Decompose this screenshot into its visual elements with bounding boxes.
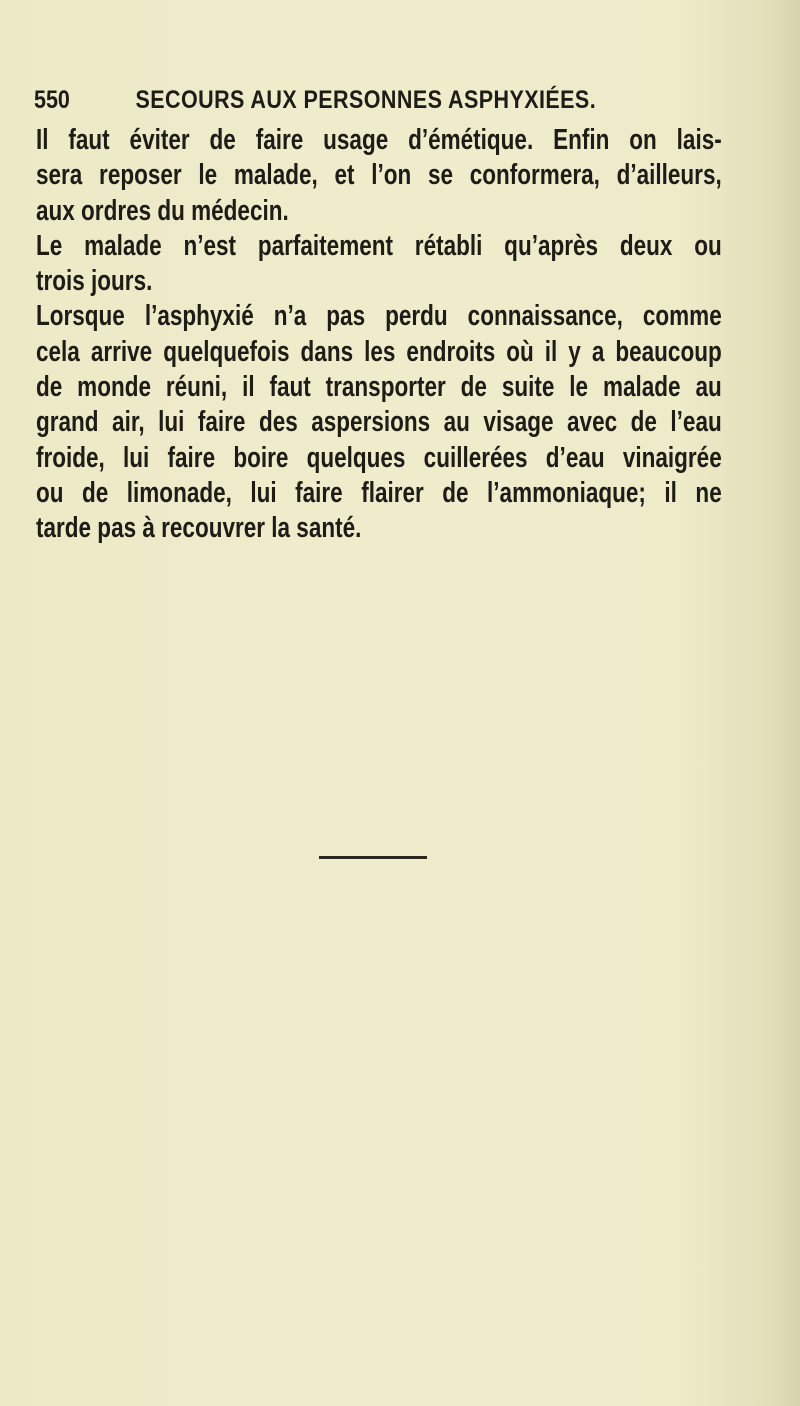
text-line: Lorsque l’asphyxié n’a pas perdu connaissance, comme — [36, 300, 722, 333]
paragraph-recovery — [36, 229, 722, 300]
text-line: trois jours. — [36, 265, 153, 298]
paragraph-conscious-case — [36, 299, 722, 546]
running-title: SECOURS AUX PERSONNES ASPHYXIÉES. — [135, 86, 597, 114]
text-line: sera reposer le malade, et l’on se conformera, d’ailleurs, — [36, 159, 722, 192]
text-line: froide, lui faire boire quelques cuillerées d’eau vinaigrée — [36, 441, 722, 474]
text-line: ou de limonade, lui faire flairer de l’ammoniaque; il ne — [36, 476, 722, 509]
text-line: aux ordres du médecin. — [36, 194, 289, 227]
text-line: tarde pas à recouvrer la santé. — [36, 512, 362, 545]
text-line: grand air, lui faire des aspersions au visage avec de l’eau — [36, 406, 722, 439]
text-line: cela arrive quelquefois dans les endroits où il y a beaucoup — [36, 335, 722, 368]
section-end-rule — [319, 856, 427, 859]
running-head — [34, 82, 597, 118]
body-text — [36, 123, 722, 547]
text-line: Il faut éviter de faire usage d’émétique. Enfin on lais- — [36, 124, 722, 156]
text-line: Le malade n’est parfaitement rétabli qu’après deux ou — [36, 229, 722, 262]
paragraph-emetic — [36, 123, 722, 229]
text-line: de monde réuni, il faut transporter de suite le malade au — [36, 371, 722, 404]
page-number: 550 — [34, 86, 70, 114]
